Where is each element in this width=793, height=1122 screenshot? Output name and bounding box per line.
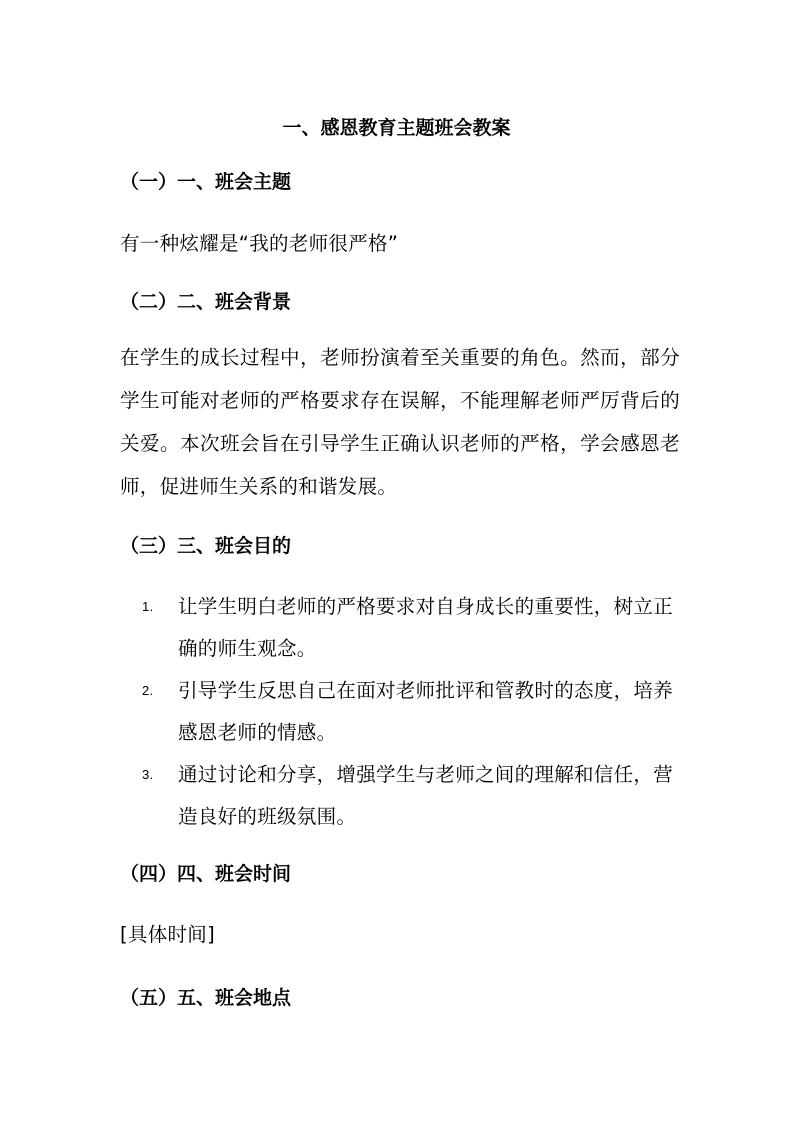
list-item-number: 1. (142, 599, 154, 614)
list-item-text: 让学生明白老师的严格要求对自身成长的重要性，树立正确的师生观念。 (178, 595, 674, 660)
list-item (120, 670, 680, 754)
section-body-theme: 有一种炫耀是“我的老师很严格” (120, 232, 399, 255)
list-item-text: 通过讨论和分享，增强学生与老师之间的理解和信任，营造良好的班级氛围。 (178, 763, 674, 828)
purpose-list (120, 586, 680, 838)
list-item-number: 3. (142, 767, 154, 782)
list-item (120, 586, 680, 670)
section-body-background: 在学生的成长过程中，老师扮演着至关重要的角色。然而，部分学生可能对老师的严格要求存在误解，不能理解老师严厉背后的关爱。本次班会旨在引导学生正确认识老师的严格，学会感恩老师，促进师生关系的和谐发展。 (120, 346, 680, 498)
section-heading-theme: （一）一、班会主题 (120, 171, 292, 193)
section-body-time: [具体时间] (120, 923, 216, 946)
section-heading-time: （四）四、班会时间 (120, 863, 292, 885)
section-heading-location: （五）五、班会地点 (120, 987, 292, 1009)
document-title: 一、感恩教育主题班会教案 (282, 117, 511, 139)
list-item-text: 引导学生反思自己在面对老师批评和管教时的态度，培养感恩老师的情感。 (178, 679, 674, 744)
section-heading-background: （二）二、班会背景 (120, 291, 292, 313)
list-item (120, 754, 680, 838)
section-heading-purpose: （三）三、班会目的 (120, 535, 292, 557)
list-item-number: 2. (142, 683, 154, 698)
